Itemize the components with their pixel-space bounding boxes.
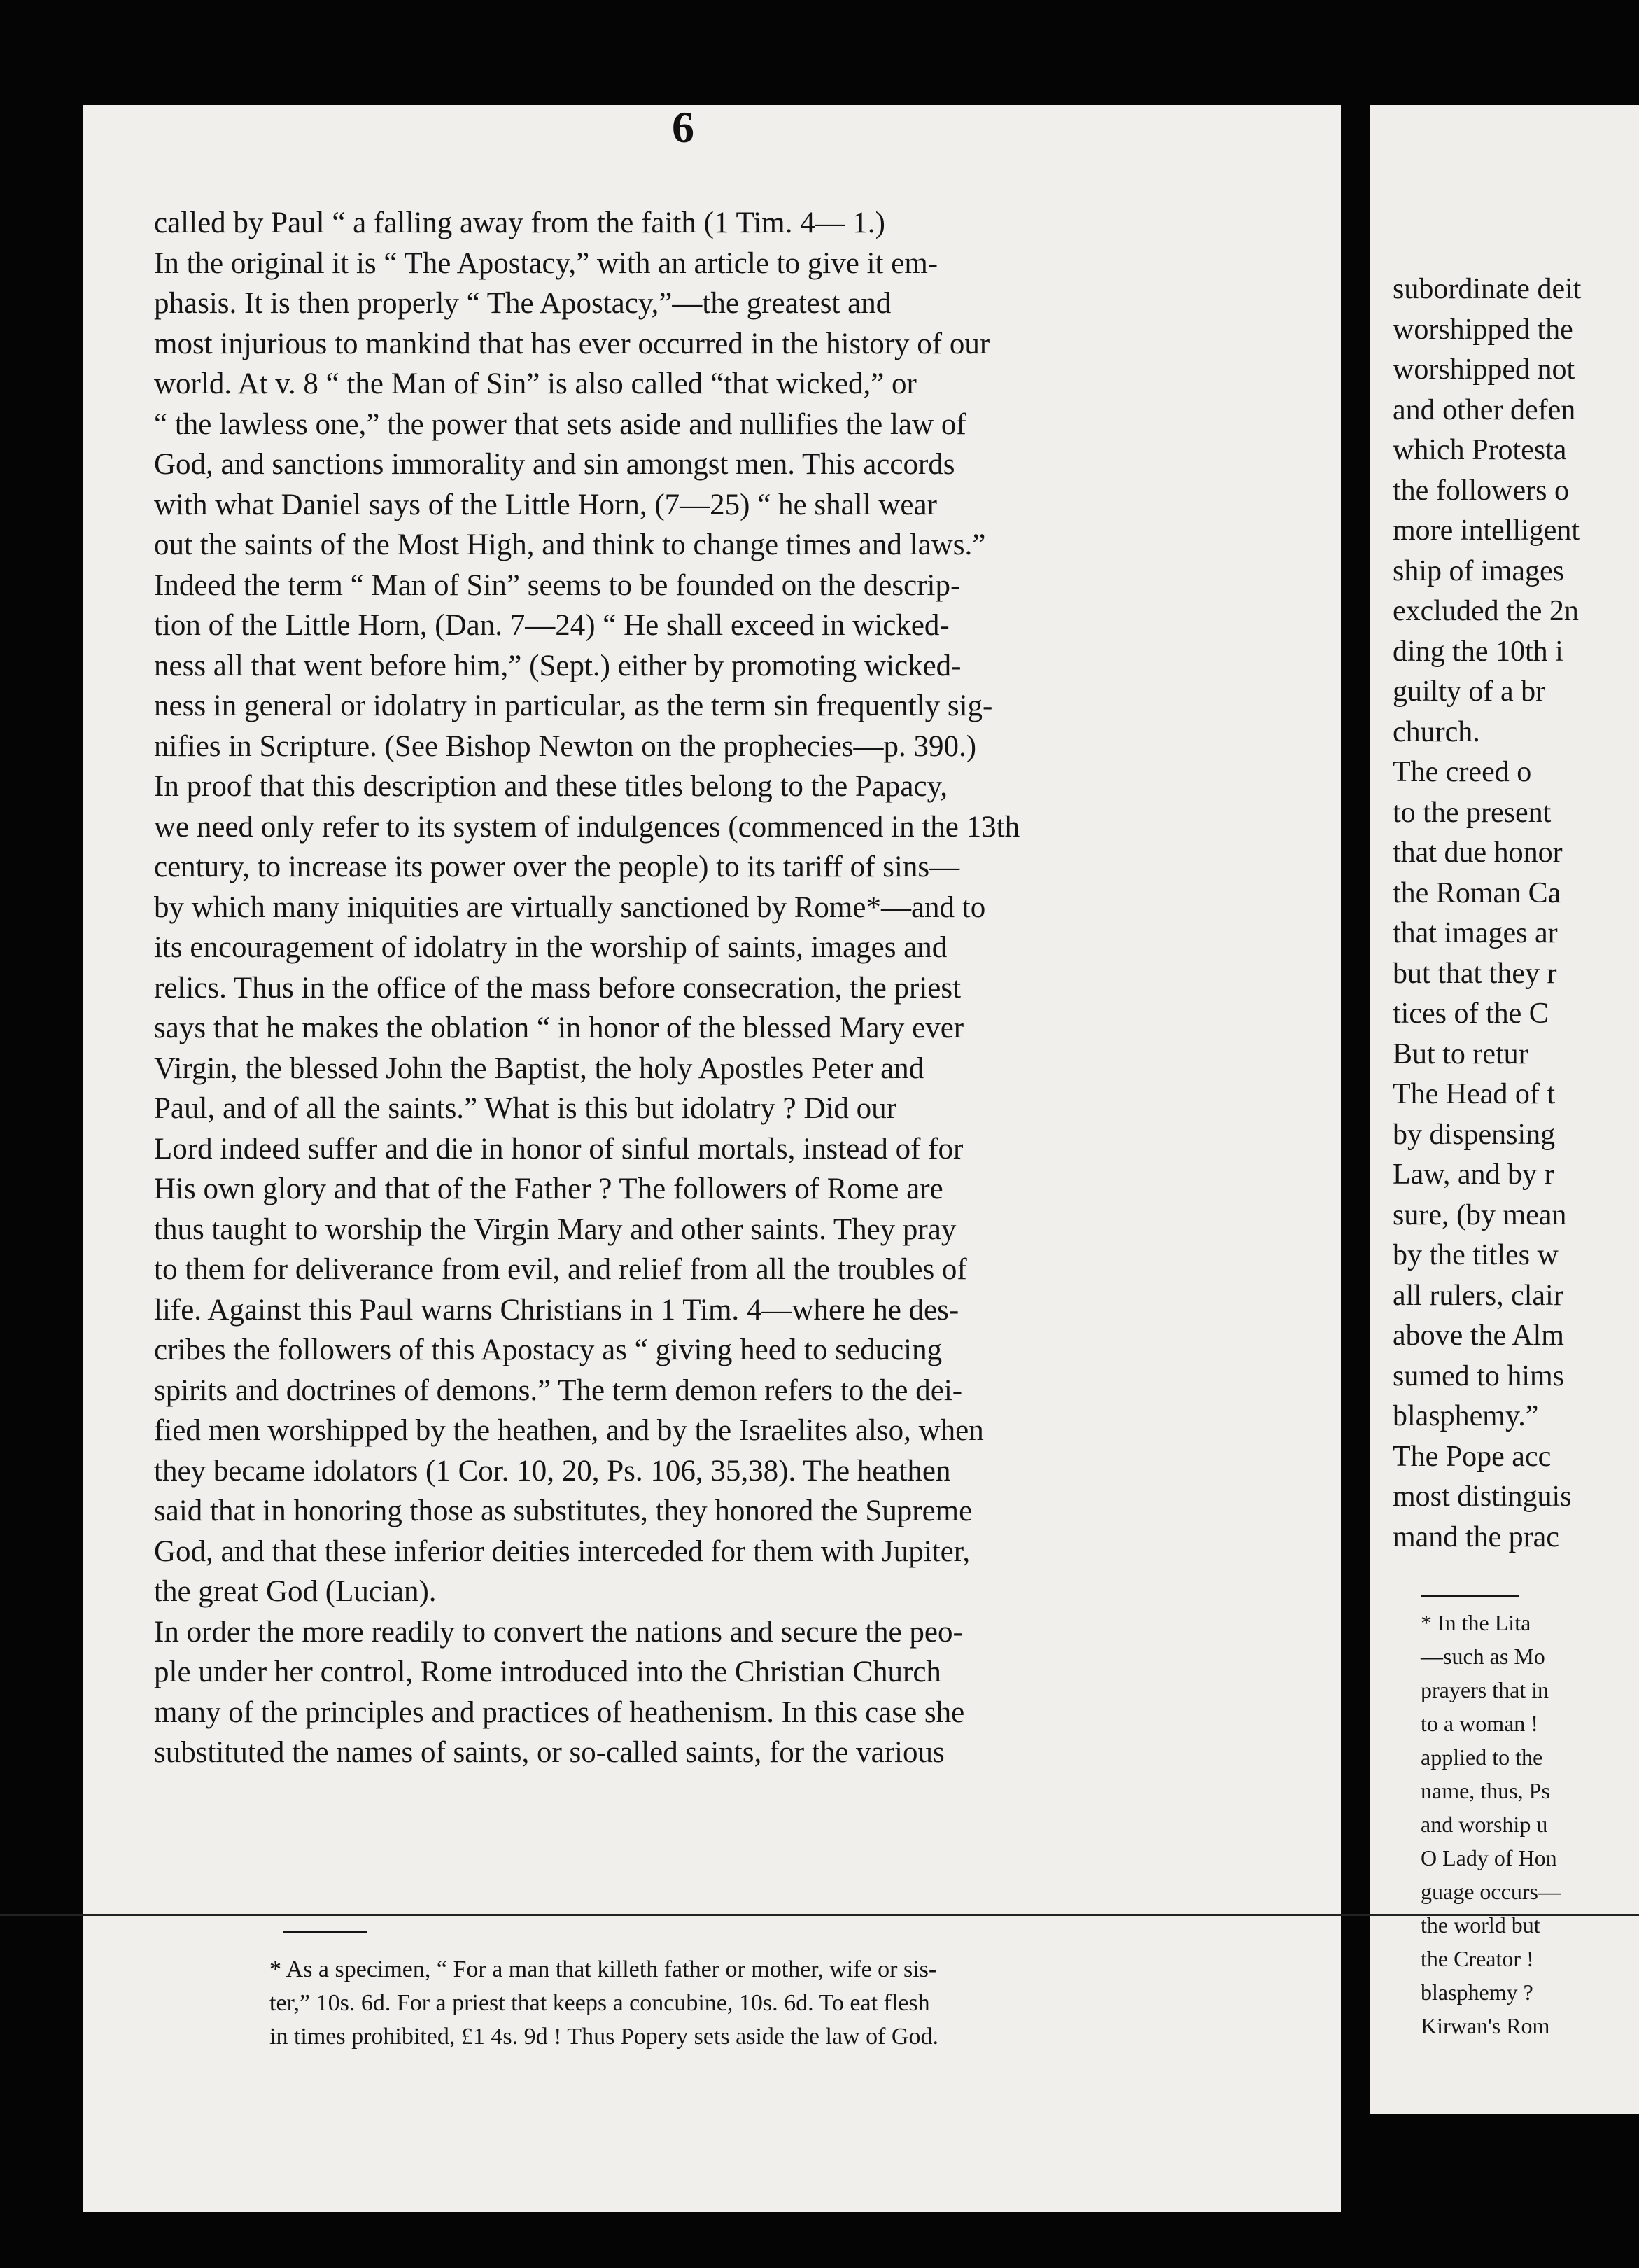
footnote-line: in times prohibited, £1 4s. 9d ! Thus Popery sets aside the law of God. — [269, 2024, 938, 2050]
right-footnote-line: prayers that in — [1421, 1677, 1549, 1702]
right-line: by dispensing — [1393, 1118, 1556, 1151]
main-line: century, to increase its power over the people) to its tariff of sins— — [154, 850, 960, 883]
main-line: Lord indeed suffer and die in honor of sinful mortals, instead of for — [154, 1132, 964, 1166]
main-line: Indeed the term “ Man of Sin” seems to be founded on the descrip- — [154, 568, 961, 602]
main-line: phasis. It is then properly “ The Apostacy,”—the greatest and — [154, 287, 892, 320]
main-line: ness all that went before him,” (Sept.) either by promoting wicked- — [154, 649, 962, 682]
main-line: Virgin, the blessed John the Baptist, the holy Apostles Peter and — [154, 1051, 924, 1085]
right-line: The Head of t — [1393, 1078, 1556, 1110]
right-line: that due honor — [1393, 836, 1563, 869]
footnote — [269, 1953, 1361, 2054]
main-line: substituted the names of saints, or so-called saints, for the various — [154, 1736, 945, 1769]
main-line: God, and sanctions immorality and sin amongst men. This accords — [154, 448, 955, 481]
right-line: mand the prac — [1393, 1520, 1559, 1553]
right-line: above the Alm — [1393, 1320, 1564, 1352]
right-line: that images ar — [1393, 917, 1558, 949]
right-line: the Roman Ca — [1393, 876, 1561, 909]
main-line: relics. Thus in the office of the mass before consecration, the priest — [154, 971, 962, 1004]
right-footnote-line: the Creator ! — [1421, 1946, 1534, 1971]
main-line: thus taught to worship the Virgin Mary and other saints. They pray — [154, 1212, 957, 1246]
right-line: The creed o — [1393, 756, 1532, 788]
right-line: but that they r — [1393, 957, 1557, 990]
main-line: nifies in Scripture. (See Bishop Newton on the prophecies—p. 390.) — [154, 729, 977, 763]
main-line: out the saints of the Most High, and think to change times and laws.” — [154, 528, 986, 561]
main-line: the great God (Lucian). — [154, 1575, 437, 1608]
right-line: sumed to hims — [1393, 1359, 1565, 1392]
main-line: world. At v. 8 “ the Man of Sin” is also called “that wicked,” or — [154, 368, 917, 400]
right-line: and other defen — [1393, 393, 1576, 426]
main-line: by which many iniquities are virtually sanctioned by Rome*—and to — [154, 890, 986, 924]
right-line: Law, and by r — [1393, 1158, 1554, 1191]
footnote-line: ter,” 10s. 6d. For a priest that keeps a concubine, 10s. 6d. To eat flesh — [269, 1990, 930, 2016]
right-footnote-line: * In the Lita — [1421, 1610, 1531, 1635]
right-line: But to retur — [1393, 1037, 1528, 1070]
right-footnote-line: the world but — [1421, 1912, 1540, 1938]
right-line: excluded the 2n — [1393, 595, 1579, 627]
main-line: cribes the followers of this Apostacy as “ giving heed to seducing — [154, 1334, 943, 1366]
right-line: subordinate deit — [1393, 273, 1582, 305]
right-line: by the titles w — [1393, 1239, 1559, 1271]
right-line: The Pope acc — [1393, 1440, 1552, 1473]
right-footnote-line: applied to the — [1421, 1744, 1543, 1770]
main-line: ple under her control, Rome introduced into the Christian Church — [154, 1656, 941, 1688]
right-page-footnote — [1421, 1606, 1639, 2043]
main-line: most injurious to mankind that has ever occurred in the history of our — [154, 327, 990, 360]
right-line: ding the 10th i — [1393, 635, 1563, 668]
main-line: fied men worshipped by the heathen, and by the Israelites also, when — [154, 1414, 984, 1447]
right-footnote-line: Kirwan's Rom — [1421, 2013, 1550, 2038]
right-footnote-line: guage occurs— — [1421, 1879, 1561, 1904]
main-line: God, and that these inferior deities interceded for them with Jupiter, — [154, 1534, 971, 1568]
right-line: church. — [1393, 715, 1480, 748]
right-footnote-rule — [1421, 1595, 1519, 1597]
page-number: 6 — [672, 102, 694, 152]
right-line: which Protesta — [1393, 434, 1567, 466]
right-line: most distinguis — [1393, 1480, 1572, 1513]
right-line: to the present — [1393, 796, 1552, 829]
main-line: says that he makes the oblation “ in honor of the blessed Mary ever — [154, 1011, 964, 1044]
main-line: we need only refer to its system of indulgences (commenced in the 13th — [154, 810, 1020, 844]
main-line: said that in honoring those as substitutes, they honored the Supreme — [154, 1494, 973, 1527]
right-line: blasphemy.” — [1393, 1400, 1539, 1432]
scan-line-divider — [0, 1914, 1639, 1916]
main-line: many of the principles and practices of heathenism. In this case she — [154, 1695, 965, 1729]
main-line: In proof that this description and these titles belong to the Papacy, — [154, 770, 948, 803]
right-line: all rulers, clair — [1393, 1279, 1563, 1312]
right-line: worshipped not — [1393, 354, 1575, 386]
right-line: guilty of a br — [1393, 676, 1546, 708]
footnote-line: * As a specimen, “ For a man that killeth father or mother, wife or sis- — [269, 1956, 937, 1982]
main-line: In order the more readily to convert the nations and secure the peo- — [154, 1615, 963, 1648]
main-line: called by Paul “ a falling away from the faith (1 Tim. 4— 1.) — [154, 206, 885, 239]
main-line: In the original it is “ The Apostacy,” with an article to give it em- — [154, 246, 938, 280]
right-line: worshipped the — [1393, 313, 1573, 346]
right-line: more intelligent — [1393, 514, 1580, 547]
main-text-column — [154, 203, 1358, 1773]
main-line: “ the lawless one,” the power that sets aside and nullifies the law of — [154, 407, 966, 441]
right-page-text — [1393, 270, 1639, 1558]
right-line: tices of the C — [1393, 997, 1549, 1030]
right-line: ship of images — [1393, 554, 1564, 587]
right-footnote-line: and worship u — [1421, 1812, 1548, 1837]
main-line: Paul, and of all the saints.” What is this but idolatry ? Did our — [154, 1092, 896, 1125]
main-line: His own glory and that of the Father ? The followers of Rome are — [154, 1172, 943, 1205]
right-footnote-line: —such as Mo — [1421, 1644, 1545, 1669]
main-line: ness in general or idolatry in particular, as the term sin frequently sig- — [154, 690, 993, 722]
right-line: the followers o — [1393, 474, 1569, 507]
right-footnote-line: O Lady of Hon — [1421, 1845, 1557, 1870]
right-footnote-line: name, thus, Ps — [1421, 1778, 1550, 1803]
main-line: they became idolators (1 Cor. 10, 20, Ps. 106, 35,38). The heathen — [154, 1454, 951, 1488]
main-line: spirits and doctrines of demons.” The term demon refers to the dei- — [154, 1373, 963, 1407]
right-footnote-line: to a woman ! — [1421, 1711, 1538, 1736]
main-line: with what Daniel says of the Little Horn, (7—25) “ he shall wear — [154, 488, 937, 522]
main-line: tion of the Little Horn, (Dan. 7—24) “ He shall exceed in wicked- — [154, 609, 950, 642]
right-footnote-line: blasphemy ? — [1421, 1980, 1533, 2005]
main-line: its encouragement of idolatry in the worship of saints, images and — [154, 931, 948, 964]
main-line: life. Against this Paul warns Christians in 1 Tim. 4—where he des- — [154, 1293, 959, 1326]
main-line: to them for deliverance from evil, and relief from all the troubles of — [154, 1253, 967, 1286]
right-line: sure, (by mean — [1393, 1198, 1567, 1231]
footnote-rule — [283, 1931, 367, 1933]
